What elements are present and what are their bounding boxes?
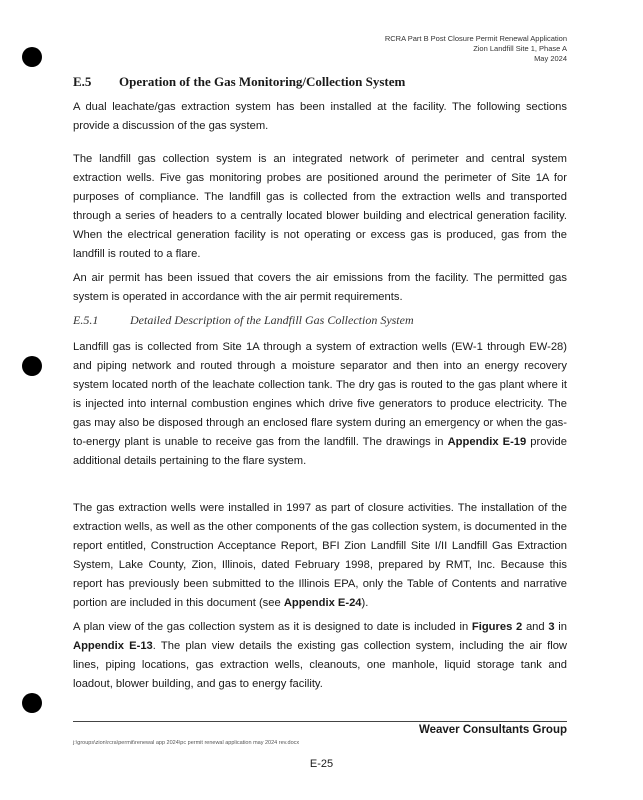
- appendix-reference: Appendix E-13: [73, 640, 153, 652]
- figure-reference: 3: [548, 621, 555, 633]
- paragraph: [73, 338, 567, 471]
- appendix-reference: Appendix E-19: [447, 436, 527, 448]
- subsection-title: Detailed Description of the Landfill Gas Collection System: [130, 313, 414, 327]
- file-path: j:\groups\zion\rcra\permit\renewal app 2024\pc permit renewal application may 2024 rev.docx: [73, 740, 300, 746]
- paragraph: [73, 499, 567, 613]
- text: . The plan view details the existing gas collection system, including the air flow lines, piping locations, gas extraction wells, cleanouts, one manhole, liquid storage tank and loadout, blower building, and gas to energy facility.: [73, 640, 568, 690]
- header-line: RCRA Part B Post Closure Permit Renewal Application: [384, 34, 567, 43]
- subsection-number: E.5.1: [73, 313, 99, 327]
- text: in: [554, 621, 567, 633]
- text: The gas extraction wells were installed in 1997 as part of closure activities. The installation of the extraction wells, as well as the other components of the gas collection system, is documented in the report entitled, Construction Acceptance Report, BFI Zion Landfill Site I/II Landfill Gas Extraction System, Lake County, Zion, Illinois, dated February 1998, prepared by RMT, Inc. Because this report has previously been submitted to the Illinois EPA, only the Table of Contents and narrative portion are included in this document (see: [73, 502, 567, 609]
- figure-reference: Figures 2: [471, 621, 523, 633]
- page-number: E-25: [309, 758, 334, 770]
- binder-hole: [22, 47, 42, 67]
- text: A plan view of the gas collection system as it is designed to date is included in: [73, 621, 472, 633]
- section-heading: [73, 74, 405, 90]
- header-line: May 2024: [534, 54, 567, 63]
- footer-divider: [73, 721, 567, 722]
- paragraph: An air permit has been issued that covers the air emissions from the facility. The permitted gas system is operated in accordance with the air permit requirements.: [73, 272, 567, 303]
- text: Landfill gas is collected from Site 1A through a system of extraction wells (EW-1 through EW-28) and piping network and routed through a moisture separator and then into an energy recovery system located north of the leachate collection tank. The dry gas is routed to the gas plant where it is injected into internal combustion engines which drive five generators to produce electricity. The gas may also be disposed through an enclosed flare system during an emergency or when the gas-to-energy plant is unable to receive gas from the landfill. The drawings in: [73, 341, 567, 448]
- section-title: Operation of the Gas Monitoring/Collection System: [119, 74, 406, 89]
- header-line: Zion Landfill Site 1, Phase A: [473, 44, 567, 53]
- binder-hole: [22, 693, 42, 713]
- appendix-reference: Appendix E-24: [283, 597, 362, 609]
- text: ).: [361, 597, 369, 609]
- paragraph: The landfill gas collection system is an integrated network of perimeter and central system extraction wells. Five gas monitoring probes are positioned around the perimeter of Site 1A for purposes of compliance. The landfill gas is collected from the extraction wells and transported through a series of headers to a centrally located blower building and electrical generation facility. When the electrical generation facility is not operating or excess gas is produced, gas from the landfill is routed to a flare.: [73, 153, 567, 260]
- section-number: E.5: [73, 74, 92, 89]
- page-header: [385, 34, 567, 64]
- paragraph: A dual leachate/gas extraction system has been installed at the facility. The following sections provide a discussion of the gas system.: [73, 101, 567, 132]
- company-name: Weaver Consultants Group: [418, 724, 567, 736]
- text: provide additional details pertaining to the flare system.: [73, 436, 567, 467]
- subsection-heading: [73, 313, 414, 328]
- paragraph: [73, 618, 567, 694]
- text: and: [522, 621, 549, 633]
- binder-hole: [22, 356, 42, 376]
